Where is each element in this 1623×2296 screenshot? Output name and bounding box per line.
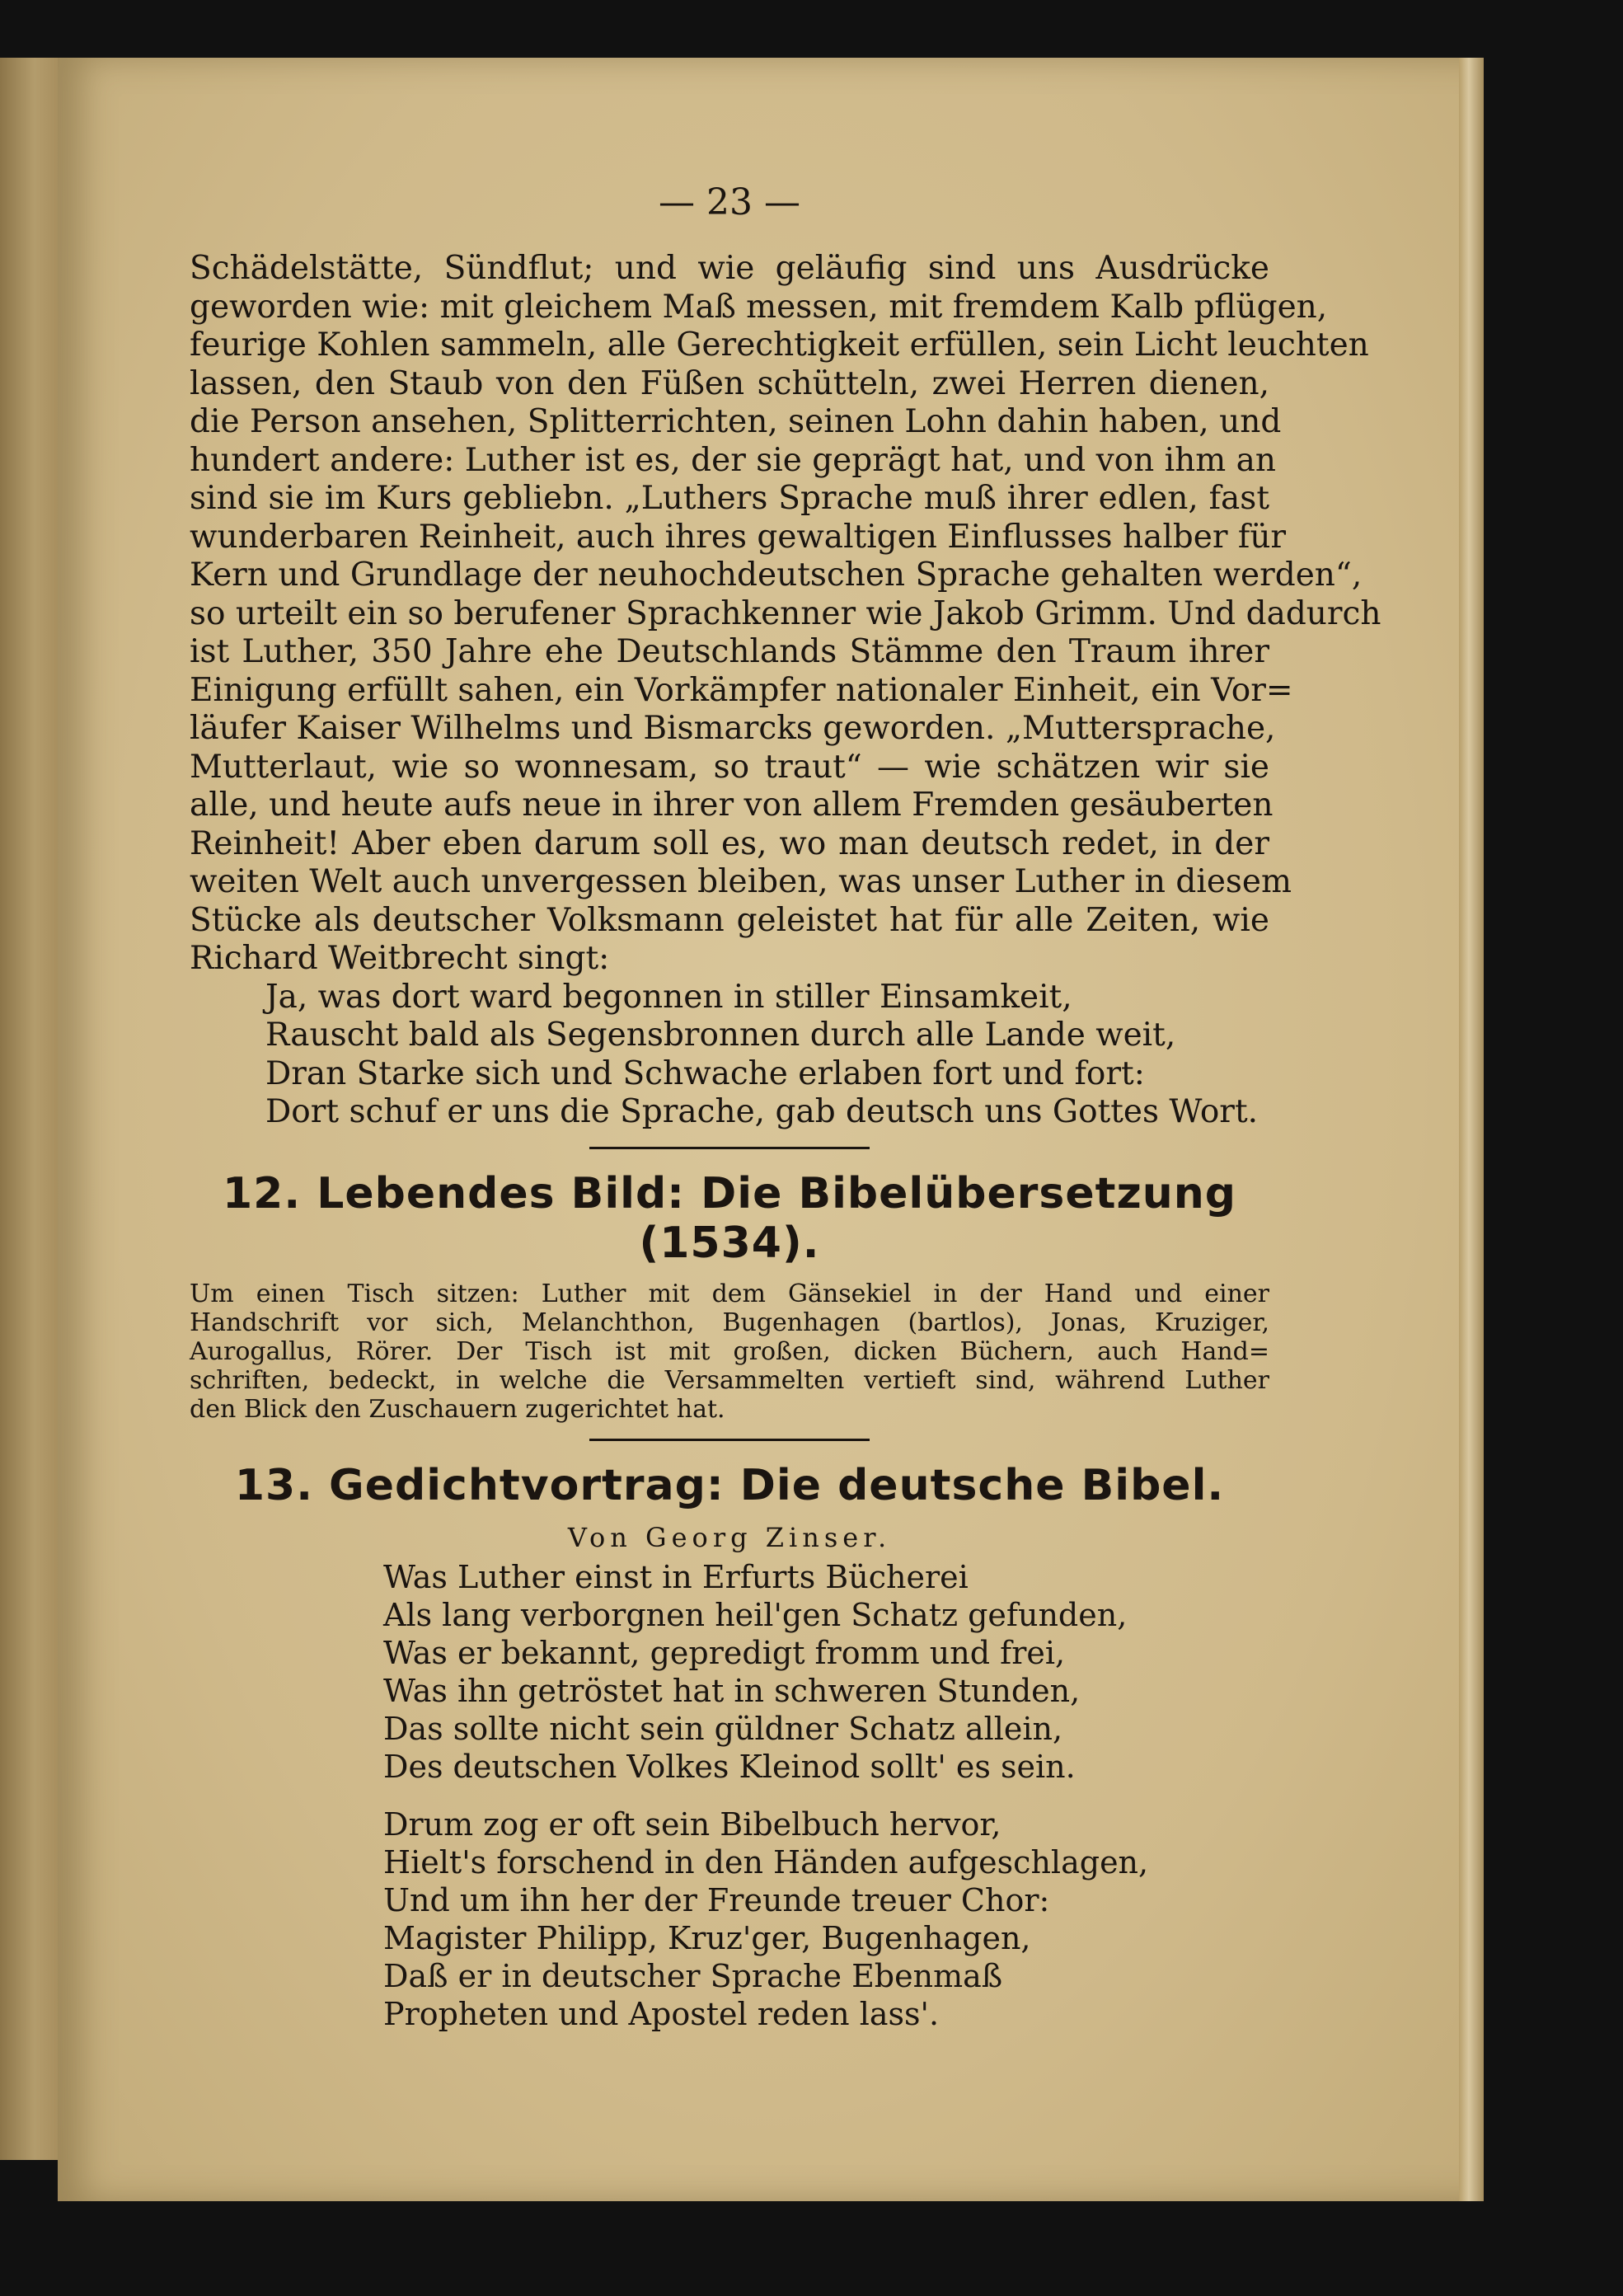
page-number: — 23 — xyxy=(659,181,800,223)
stanza-gap xyxy=(190,1786,1269,1805)
text-line: hundert andere: Luther ist es, der sie geprägt hat, und von ihm an xyxy=(190,441,1276,479)
text-line: Schädelstätte, Sündflut; und wie geläufig sind uns Ausdrücke xyxy=(190,250,1269,287)
weitbrecht-verse xyxy=(265,979,1269,1132)
poem-byline: Von Georg Zinser. xyxy=(567,1521,892,1553)
text-line: läufer Kaiser Wilhelms und Bismarcks geworden. „Muttersprache, xyxy=(190,710,1276,747)
poem-line: Hielt's forschend in den Händen aufgeschlagen, xyxy=(383,1843,1149,1880)
verse-line: Ja, was dort ward begonnen in stiller Einsamkeit, xyxy=(265,978,1072,1016)
text-line: Einigung erfüllt sahen, ein Vorkämpfer nationaler Einheit, ein Vor= xyxy=(190,671,1293,709)
previous-page-edge xyxy=(0,58,58,2160)
poem-line: Des deutschen Volkes Kleinod sollt' es sein. xyxy=(383,1748,1076,1785)
poem-stanza-1 xyxy=(383,1558,1269,1786)
text-line: weiten Welt auch unvergessen bleiben, was unser Luther in diesem xyxy=(190,863,1292,900)
text-line: lassen, den Staub von den Füßen schütteln, zwei Herren dienen, xyxy=(190,364,1269,402)
poem-line: Magister Philipp, Kruz'ger, Bugenhagen, xyxy=(383,1919,1031,1956)
intro-paragraph xyxy=(190,250,1381,979)
poem-line: Und um ihn her der Freunde treuer Chor: xyxy=(383,1881,1050,1918)
poem-line: Propheten und Apostel reden lass'. xyxy=(383,1995,940,2032)
text-line: Aurogallus, Rörer. Der Tisch ist mit großen, dicken Büchern, auch Hand= xyxy=(190,1336,1269,1366)
poem-line: Das sollte nicht sein güldner Schatz allein, xyxy=(383,1710,1063,1747)
text-line: alle, und heute aufs neue in ihrer von allem Fremden gesäuberten xyxy=(190,786,1274,824)
poem-line: Daß er in deutscher Sprache Ebenmaß xyxy=(383,1957,1003,1994)
verse-line: Dort schuf er uns die Sprache, gab deutsch uns Gottes Wort. xyxy=(265,1093,1259,1130)
text-line: Reinheit! Aber eben darum soll es, wo man deutsch redet, in der xyxy=(190,824,1269,862)
text-line: sind sie im Kurs gebliebn. „Luthers Sprache muß ihrer edlen, fast xyxy=(190,480,1269,517)
page-content xyxy=(190,181,1381,2033)
poem-line: Drum zog er oft sein Bibelbuch hervor, xyxy=(383,1805,1001,1843)
verse-line: Rauscht bald als Segensbronnen durch alle Lande weit, xyxy=(265,1017,1176,1054)
text-line: Um einen Tisch sitzen: Luther mit dem Gänsekiel in der Hand und einer xyxy=(190,1279,1269,1308)
verse-line: Dran Starke sich und Schwache erlaben fort und fort: xyxy=(265,1054,1145,1092)
text-line: schriften, bedeckt, in welche die Versammelten vertieft sind, während Luther xyxy=(190,1365,1269,1395)
poem-line: Als lang verborgnen heil'gen Schatz gefunden, xyxy=(383,1596,1128,1633)
text-line: Richard Weitbrecht singt: xyxy=(190,940,610,977)
text-line: Stücke als deutscher Volksmann geleistet hat für alle Zeiten, wie xyxy=(190,901,1269,939)
page-stack-edge xyxy=(1459,58,1484,2201)
text-line: Kern und Grundlage der neuhochdeutschen Sprache gehalten werden“, xyxy=(190,556,1363,594)
poem-stanza-2 xyxy=(383,1805,1269,2033)
section-13-heading: 13. Gedichtvortrag: Die deutsche Bibel. xyxy=(234,1460,1225,1510)
text-line: den Blick den Zuschauern zugerichtet hat. xyxy=(190,1394,725,1424)
poem-line: Was er bekannt, gepredigt fromm und frei, xyxy=(383,1634,1066,1671)
text-line: die Person ansehen, Splitterrichten, seinen Lohn dahin haben, und xyxy=(190,403,1282,440)
text-line: geworden wie: mit gleichem Maß messen, mit fremdem Kalb pflügen, xyxy=(190,288,1328,326)
section-divider xyxy=(589,1439,870,1441)
poem-line: Was ihn getröstet hat in schweren Stunden, xyxy=(383,1672,1081,1709)
poem-line: Was Luther einst in Erfurts Bücherei xyxy=(383,1558,969,1595)
section-12-heading: 12. Lebendes Bild: Die Bibelübersetzung (1534). xyxy=(223,1168,1236,1268)
text-line: wunderbaren Reinheit, auch ihres gewaltigen Einflusses halber für xyxy=(190,518,1287,556)
text-line: ist Luther, 350 Jahre ehe Deutschlands Stämme den Traum ihrer xyxy=(190,633,1269,670)
section-12-description xyxy=(190,1279,1269,1424)
section-divider xyxy=(589,1147,870,1149)
text-line: Handschrift vor sich, Melanchthon, Bugenhagen (bartlos), Jonas, Kruziger, xyxy=(190,1308,1269,1337)
text-line: so urteilt ein so berufener Sprachkenner wie Jakob Grimm. Und dadurch xyxy=(190,594,1381,632)
text-line: feurige Kohlen sammeln, alle Gerechtigkeit erfüllen, sein Licht leuchten xyxy=(190,326,1369,364)
text-line: Mutterlaut, wie so wonnesam, so traut“ — wie schätzen wir sie xyxy=(190,748,1269,786)
